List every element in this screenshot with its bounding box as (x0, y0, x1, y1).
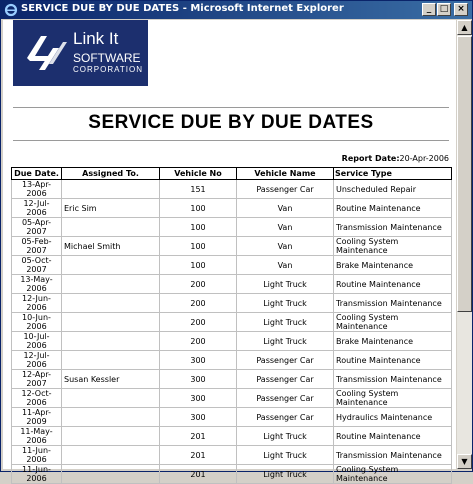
cell-assigned-to: Eric Sim (62, 199, 160, 218)
cell-vehicle-name: Passenger Car (237, 351, 334, 370)
cell-service-type: Routine Maintenance (334, 275, 452, 294)
report-date-value: 20-Apr-2006 (399, 154, 449, 163)
table-row (12, 332, 452, 351)
cell-due-date: 05-Oct-2007 (12, 256, 62, 275)
table-row (12, 294, 452, 313)
cell-assigned-to: Susan Kessler (62, 370, 160, 389)
cell-vehicle-name: Van (237, 199, 334, 218)
cell-due-date: 11-Apr-2009 (12, 408, 62, 427)
table-row (12, 180, 452, 199)
page-content (3, 20, 456, 483)
cell-vehicle-no: 200 (160, 313, 237, 332)
cell-assigned-to (62, 427, 160, 446)
table-row (12, 237, 452, 256)
cell-vehicle-name: Van (237, 218, 334, 237)
table-row (12, 370, 452, 389)
cell-vehicle-no: 201 (160, 465, 237, 484)
vertical-scrollbar[interactable] (457, 20, 472, 469)
table-row (12, 427, 452, 446)
cell-service-type: Routine Maintenance (334, 351, 452, 370)
col-header-due-date: Due Date. (12, 168, 62, 180)
table-row (12, 313, 452, 332)
cell-due-date: 12-Jul-2006 (12, 351, 62, 370)
cell-vehicle-no: 200 (160, 275, 237, 294)
cell-due-date: 10-Jun-2006 (12, 313, 62, 332)
table-row (12, 465, 452, 484)
cell-vehicle-no: 100 (160, 218, 237, 237)
cell-assigned-to (62, 256, 160, 275)
cell-service-type: Brake Maintenance (334, 256, 452, 275)
cell-due-date: 10-Jul-2006 (12, 332, 62, 351)
table-row (12, 389, 452, 408)
cell-due-date: 13-Apr-2006 (12, 180, 62, 199)
table-row (12, 275, 452, 294)
table-row (12, 446, 452, 465)
cell-vehicle-no: 100 (160, 237, 237, 256)
cell-assigned-to (62, 351, 160, 370)
cell-service-type: Cooling System Maintenance (334, 465, 452, 484)
cell-service-type: Transmission Maintenance (334, 370, 452, 389)
cell-service-type: Routine Maintenance (334, 199, 452, 218)
logo-text-line1: Link It (73, 29, 119, 48)
report-date (303, 154, 449, 163)
table-row (12, 351, 452, 370)
minimize-icon[interactable]: _ (422, 3, 436, 16)
cell-service-type: Brake Maintenance (334, 332, 452, 351)
cell-due-date: 12-Jun-2006 (12, 294, 62, 313)
cell-assigned-to (62, 408, 160, 427)
cell-due-date: 12-Oct-2006 (12, 389, 62, 408)
cell-vehicle-name: Passenger Car (237, 180, 334, 199)
logo-text-line2: SOFTWARE (73, 51, 141, 65)
logo-text-line3: CORPORATION (73, 65, 143, 74)
service-table (11, 167, 452, 484)
cell-service-type: Transmission Maintenance (334, 294, 452, 313)
report-date-label: Report Date: (341, 154, 400, 163)
cell-vehicle-no: 200 (160, 294, 237, 313)
cell-vehicle-no: 100 (160, 199, 237, 218)
company-logo (13, 20, 148, 86)
cell-service-type: Cooling System Maintenance (334, 237, 452, 256)
cell-due-date: 05-Feb-2007 (12, 237, 62, 256)
cell-vehicle-name: Passenger Car (237, 389, 334, 408)
cell-assigned-to (62, 446, 160, 465)
cell-assigned-to (62, 332, 160, 351)
cell-vehicle-name: Passenger Car (237, 408, 334, 427)
table-row (12, 408, 452, 427)
cell-vehicle-no: 300 (160, 389, 237, 408)
cell-assigned-to (62, 275, 160, 294)
cell-due-date: 11-Jun-2006 (12, 465, 62, 484)
cell-due-date: 05-Apr-2007 (12, 218, 62, 237)
cell-vehicle-no: 201 (160, 427, 237, 446)
col-header-vehicle-no: Vehicle No (160, 168, 237, 180)
cell-assigned-to (62, 180, 160, 199)
cell-due-date: 11-May-2006 (12, 427, 62, 446)
cell-vehicle-no: 201 (160, 446, 237, 465)
ie-icon (4, 3, 18, 17)
cell-service-type: Hydraulics Maintenance (334, 408, 452, 427)
cell-service-type: Transmission Maintenance (334, 218, 452, 237)
cell-assigned-to (62, 313, 160, 332)
cell-vehicle-name: Light Truck (237, 332, 334, 351)
cell-vehicle-no: 100 (160, 256, 237, 275)
cell-service-type: Transmission Maintenance (334, 446, 452, 465)
cell-assigned-to (62, 465, 160, 484)
table-header-row (12, 168, 452, 180)
table-row (12, 256, 452, 275)
cell-due-date: 12-Apr-2007 (12, 370, 62, 389)
report-title: SERVICE DUE BY DUE DATES (88, 112, 374, 133)
cell-vehicle-no: 300 (160, 370, 237, 389)
logo-mark-icon (19, 28, 69, 78)
cell-service-type: Cooling System Maintenance (334, 313, 452, 332)
col-header-assigned-to: Assigned To. (62, 168, 160, 180)
scroll-down-arrow-icon[interactable]: ▼ (457, 454, 472, 469)
cell-vehicle-name: Light Truck (237, 275, 334, 294)
cell-vehicle-name: Light Truck (237, 465, 334, 484)
table-row (12, 218, 452, 237)
cell-assigned-to (62, 389, 160, 408)
cell-vehicle-name: Van (237, 256, 334, 275)
cell-assigned-to (62, 218, 160, 237)
cell-service-type: Unscheduled Repair (334, 180, 452, 199)
cell-vehicle-no: 151 (160, 180, 237, 199)
cell-service-type: Cooling System Maintenance (334, 389, 452, 408)
scroll-up-arrow-icon[interactable]: ▲ (457, 20, 472, 35)
title-bar[interactable] (1, 1, 472, 19)
cell-due-date: 12-Jul-2006 (12, 199, 62, 218)
divider-top (13, 107, 449, 108)
cell-vehicle-name: Light Truck (237, 446, 334, 465)
cell-vehicle-name: Van (237, 237, 334, 256)
cell-service-type: Routine Maintenance (334, 427, 452, 446)
divider-bottom (13, 140, 449, 141)
cell-due-date: 13-May-2006 (12, 275, 62, 294)
table-row (12, 199, 452, 218)
cell-vehicle-no: 300 (160, 408, 237, 427)
cell-assigned-to: Michael Smith (62, 237, 160, 256)
cell-vehicle-name: Passenger Car (237, 370, 334, 389)
maximize-icon[interactable]: □ (437, 3, 451, 16)
cell-due-date: 11-Jun-2006 (12, 446, 62, 465)
close-icon[interactable]: × (454, 3, 468, 16)
col-header-service-type: Service Type (334, 168, 452, 180)
cell-assigned-to (62, 294, 160, 313)
cell-vehicle-no: 200 (160, 332, 237, 351)
cell-vehicle-name: Light Truck (237, 427, 334, 446)
window-title: SERVICE DUE BY DUE DATES - Microsoft Internet Explorer (21, 3, 344, 14)
cell-vehicle-name: Light Truck (237, 294, 334, 313)
cell-vehicle-name: Light Truck (237, 313, 334, 332)
col-header-vehicle-name: Vehicle Name (237, 168, 334, 180)
cell-vehicle-no: 300 (160, 351, 237, 370)
scrollbar-thumb[interactable] (457, 36, 472, 312)
